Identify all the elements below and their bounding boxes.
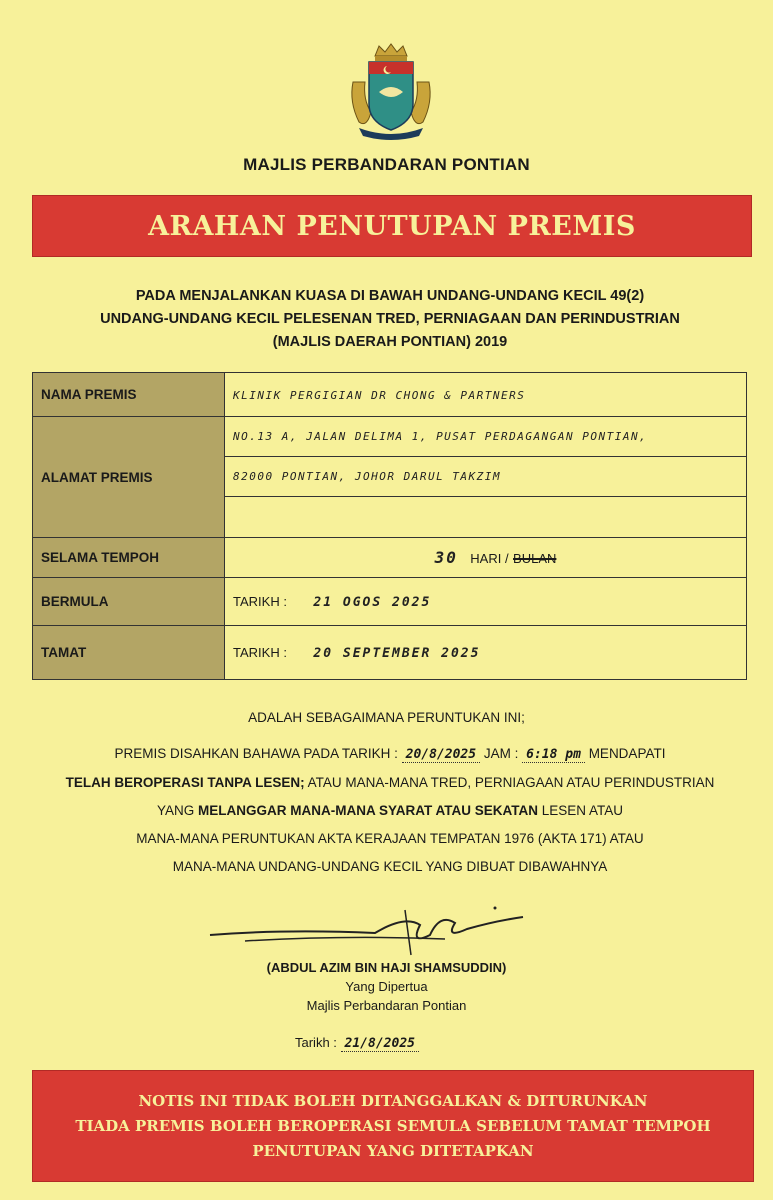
row-nama-premis (33, 373, 747, 417)
notice-line: PENUTUPAN YANG DITETAPKAN (252, 1141, 534, 1160)
tamat-tarikh-label: TARIKH : (233, 644, 287, 660)
organization-name: MAJLIS PERBANDARAN PONTIAN (243, 155, 530, 174)
body-line-2-bold: TELAH BEROPERASI TANPA LESEN; (65, 775, 305, 790)
row-bermula (33, 578, 747, 626)
body-line-1c: MENDAPATI (588, 746, 666, 761)
nama-premis-value: KLINIK PERGIGIAN DR CHONG & PARTNERS (233, 388, 526, 402)
body-line-3-bold: MELANGGAR MANA-MANA SYARAT ATAU SEKATAN (198, 803, 538, 818)
bermula-label: BERMULA (33, 578, 225, 626)
signatory-organization: Majlis Perbandaran Pontian (306, 998, 467, 1013)
notice-title: ARAHAN PENUTUPAN PREMIS (148, 210, 636, 242)
alamat-line-2: 82000 PONTIAN, JOHOR DARUL TAKZIM (233, 470, 502, 483)
inspection-time: 6:18 pm (522, 747, 585, 763)
signatory-position: Yang Dipertua (345, 979, 428, 994)
signatory-name: (ABDUL AZIM BIN HAJI SHAMSUDDIN) (266, 960, 507, 975)
premises-info-table (32, 372, 747, 680)
body-line-3a: YANG (156, 803, 198, 818)
tempoh-value: 30 (434, 547, 458, 567)
body-intro: ADALAH SEBAGAIMANA PERUNTUKAN INI; (248, 710, 525, 725)
signature-date-label: Tarikh : (295, 1035, 337, 1050)
body-line-4: MANA-MANA PERUNTUKAN AKTA KERAJAAN TEMPATAN 1976 (AKTA 171) ATAU (136, 831, 644, 846)
bermula-value: 21 OGOS 2025 (313, 594, 432, 610)
bermula-tarikh-label: TARIKH : (233, 593, 287, 609)
body-line-2: ATAU MANA-MANA TRED, PERNIAGAAN ATAU PERINDUSTRIAN (304, 775, 715, 790)
authority-line: UNDANG-UNDANG KECIL PELESENAN TRED, PERNIAGAAN DAN PERINDUSTRIAN (100, 311, 680, 327)
nama-premis-label: NAMA PREMIS (33, 373, 225, 417)
body-line-5: MANA-MANA UNDANG-UNDANG KECIL YANG DIBUAT DIBAWAHNYA (172, 859, 608, 874)
alamat-premis-label: ALAMAT PREMIS (33, 417, 225, 538)
body-paragraph (30, 740, 750, 881)
tempoh-hari: HARI / (470, 550, 509, 566)
body-line-1a: PREMIS DISAHKAN BAHAWA PADA TARIKH : (114, 746, 398, 761)
signatory-block (0, 958, 773, 1015)
signature-date-value: 21/8/2025 (341, 1036, 419, 1052)
signature-image (205, 905, 525, 965)
body-line-3b: LESEN ATAU (537, 803, 624, 818)
body-line-1b: JAM : (483, 746, 519, 761)
notice-line: TIADA PREMIS BOLEH BEROPERASI SEMULA SEBELUM TAMAT TEMPOH (75, 1116, 711, 1135)
tempoh-bulan: BULAN (513, 550, 557, 566)
signature-date (295, 1035, 419, 1051)
tamat-label: TAMAT (33, 626, 225, 680)
tamat-value: 20 SEPTEMBER 2025 (313, 645, 481, 661)
council-crest-icon (345, 42, 437, 140)
notice-line: NOTIS INI TIDAK BOLEH DITANGGALKAN & DITURUNKAN (138, 1091, 648, 1110)
legal-authority (40, 285, 740, 354)
alamat-line-1: NO.13 A, JALAN DELIMA 1, PUSAT PERDAGANGAN PONTIAN, (233, 430, 648, 443)
notice-banner (32, 1070, 754, 1182)
row-selama-tempoh (33, 538, 747, 578)
inspection-date: 20/8/2025 (402, 747, 480, 763)
title-banner (32, 195, 752, 257)
authority-line: PADA MENJALANKAN KUASA DI BAWAH UNDANG-UNDANG KECIL 49(2) (135, 288, 645, 304)
authority-line: (MAJLIS DAERAH PONTIAN) 2019 (272, 334, 508, 350)
row-alamat-premis (33, 417, 747, 538)
row-tamat (33, 626, 747, 680)
selama-tempoh-label: SELAMA TEMPOH (33, 538, 225, 578)
